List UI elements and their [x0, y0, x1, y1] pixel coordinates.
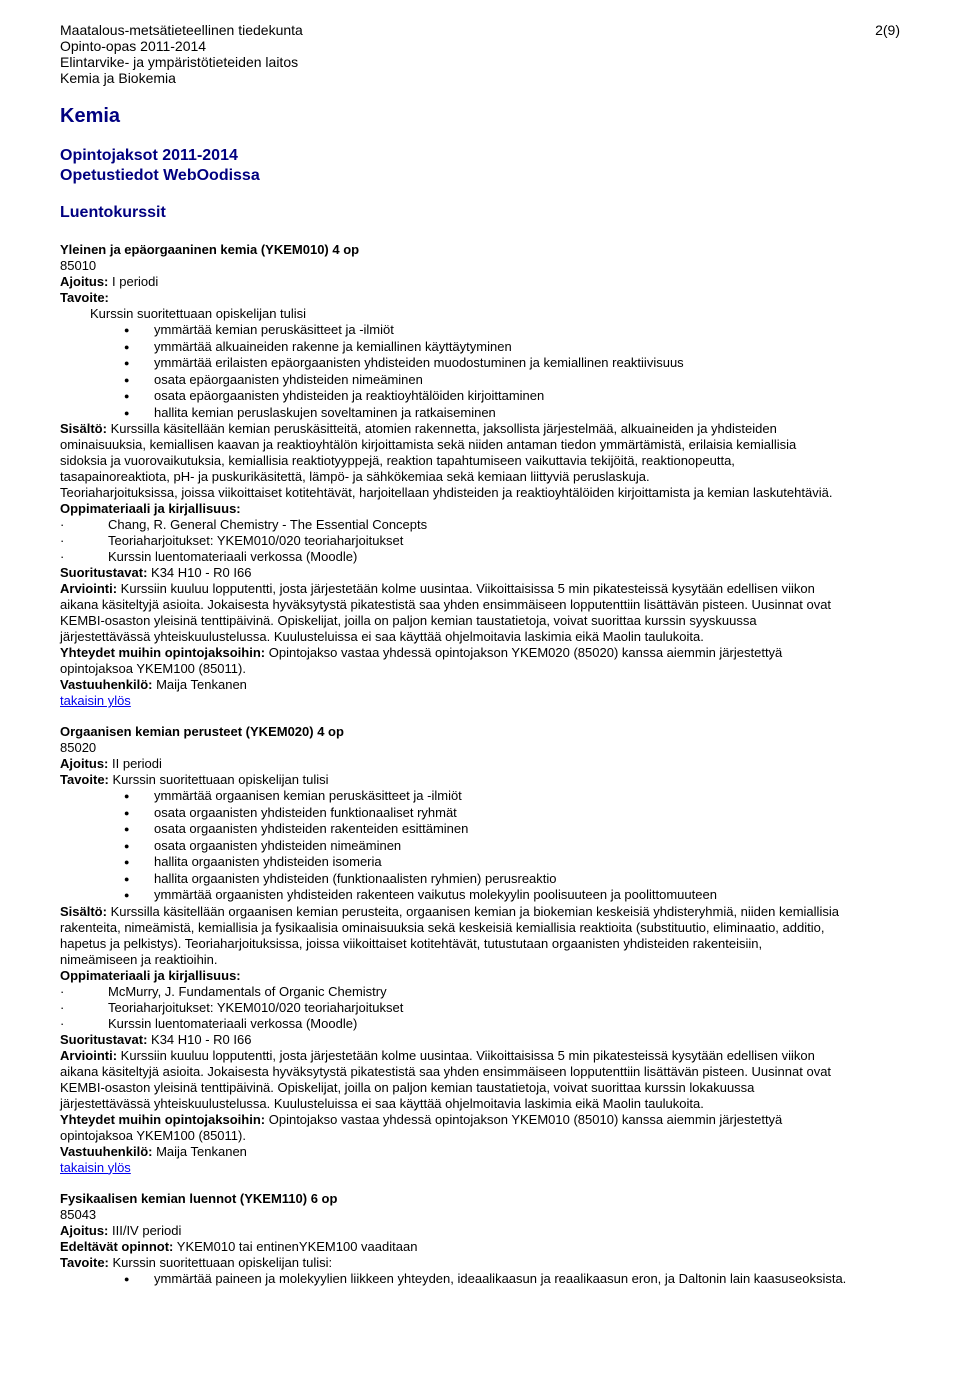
- course-assessment: Arviointi: Kurssiin kuuluu lopputentti, josta järjestetään kolme uusintaa. Viikoittaisissa 5 min pikatesteissä kysytään edellisen viikon: [60, 581, 815, 596]
- course-ykem010: [60, 242, 910, 709]
- list-item: ● ymmärtää orgaanisen kemian peruskäsitteet ja -ilmiöt: [124, 788, 910, 805]
- goal-list: [60, 322, 910, 421]
- course-goal: Tavoite: Kurssin suoritettuaan opiskelijan tulisi: [60, 772, 329, 787]
- course-relations-line: opintojaksoa YKEM100 (85011).: [60, 661, 246, 676]
- course-relations-line: opintojaksoa YKEM100 (85011).: [60, 1127, 246, 1143]
- course-code: 85010: [60, 258, 97, 273]
- list-item: ● osata orgaanisten yhdisteiden rakenteiden esittäminen: [124, 821, 910, 838]
- course-prerequisites: Edeltävät opinnot: YKEM010 tai entinenYKEM100 vaaditaan: [60, 1238, 418, 1254]
- list-item: ● osata epäorgaanisten yhdisteiden nimeäminen: [124, 372, 910, 389]
- list-item: ● osata orgaanisten yhdisteiden nimeäminen: [124, 838, 910, 855]
- material-item: · Teoriaharjoitukset: YKEM010/020 teoriaharjoitukset: [60, 533, 404, 548]
- page-number: 2(9): [875, 22, 900, 38]
- course-materials-label: Oppimateriaali ja kirjallisuus:: [60, 501, 241, 516]
- guide-name: Opinto-opas 2011-2014: [60, 38, 207, 54]
- course-assessment-line: järjestettävässä yhteiskuulustelussa. Kuulusteluissa ei saa käyttää ohjelmoitavia laskimia eikä Maolin taulukoita.: [60, 629, 704, 644]
- goal-list: [60, 788, 910, 904]
- course-code: 85043: [60, 1206, 97, 1222]
- back-to-top-link[interactable]: takaisin ylös: [60, 693, 131, 708]
- course-title: Yleinen ja epäorgaaninen kemia (YKEM010) 4 op: [60, 242, 360, 257]
- back-to-top-row: [60, 693, 910, 709]
- course-ykem020: [60, 724, 910, 1176]
- course-goal-label: Tavoite:: [60, 290, 109, 305]
- course-goal-intro: Kurssin suoritettuaan opiskelijan tulisi: [90, 306, 307, 321]
- material-item: · McMurry, J. Fundamentals of Organic Chemistry: [60, 983, 387, 999]
- list-item: ● ymmärtää alkuaineiden rakenne ja kemiallinen käyttäytyminen: [124, 339, 910, 356]
- course-code: 85020: [60, 740, 97, 755]
- course-assessment-line: aikana käsiteltyjä asioita. Jokaisesta hyväksytystä pikatestistä saa yhden ensimmäiseen lopputenttiin lisättävän pisteen. Uusinnat ovat: [60, 597, 832, 612]
- document-page: [60, 0, 910, 1287]
- list-item: ● ymmärtää orgaanisten yhdisteiden rakenteen vaikutus molekyylin poolisuuteen ja poolittomuuteen: [124, 887, 910, 904]
- course-timing: Ajoitus: II periodi: [60, 756, 162, 771]
- course-assessment: Arviointi: Kurssiin kuuluu lopputentti, josta järjestetään kolme uusintaa. Viikoittaisissa 5 min pikatesteissä kysytään edellisen viikon: [60, 1047, 815, 1063]
- material-item: · Teoriaharjoitukset: YKEM010/020 teoriaharjoitukset: [60, 999, 404, 1015]
- weboodi-heading: Opetustiedot WebOodissa: [60, 167, 260, 184]
- document-header: [60, 0, 910, 86]
- course-content: Sisältö: Kurssilla käsitellään kemian peruskäsitteitä, atomien rakennetta, jaksollista järjestelmää, alkuaineiden ja yhdisteiden: [60, 421, 777, 436]
- course-content-line: rakenteita, nimeämistä, kemiallisia ja fysikaalisia ominaisuuksia sekä keskeisiä kemiallisia reaktioita (substituutio, eliminaatio, additio,: [60, 919, 825, 935]
- faculty-name: Maatalous-metsätieteellinen tiedekunta: [60, 22, 303, 38]
- list-item: ● hallita orgaanisten yhdisteiden isomeria: [124, 854, 910, 871]
- department-name: Elintarvike- ja ympäristötieteiden laitos: [60, 54, 299, 70]
- back-to-top-link[interactable]: takaisin ylös: [60, 1159, 131, 1175]
- course-content-line: ominaisuuksia, kemiallisen kaavan ja reaktioyhtälön kirjoittamista sekä niiden antaman tiedon ymmärtämistä, erilaisia kemiallisia: [60, 437, 797, 452]
- section-heading: Luentokurssit: [60, 204, 166, 221]
- goal-list: [60, 1271, 910, 1288]
- list-item: ● hallita kemian peruslaskujen soveltaminen ja ratkaiseminen: [124, 405, 910, 422]
- course-assessment-line: KEMBI-osaston yleisinä tenttipäivinä. Opiskelijat, joilla on paljon kemian taustatietoja, voivat suorittaa kurssin lokakuussa: [60, 1079, 755, 1095]
- course-assessment-line: KEMBI-osaston yleisinä tenttipäivinä. Opiskelijat, joilla on paljon kemian taustatietoja, voivat suorittaa kurssin syyskuussa: [60, 613, 757, 628]
- course-goal: Tavoite: Kurssin suoritettuaan opiskelijan tulisi:: [60, 1254, 333, 1270]
- course-materials-label: Oppimateriaali ja kirjallisuus:: [60, 967, 241, 983]
- material-item: · Kurssin luentomateriaali verkossa (Moodle): [60, 1015, 358, 1031]
- course-content-line: Teoriaharjoituksissa, joissa viikoittaiset kotitehtävät, harjoitellaan yhdisteiden ja reaktioyhtälöiden kirjoittamista ja kemian laskutehtäviä.: [60, 485, 833, 500]
- list-item: ● osata orgaanisten yhdisteiden funktionaaliset ryhmät: [124, 805, 910, 822]
- course-completion: Suoritustavat: K34 H10 - R0 I66: [60, 1031, 252, 1047]
- course-responsible: Vastuuhenkilö: Maija Tenkanen: [60, 677, 247, 692]
- courses-heading: Opintojaksot 2011-2014: [60, 147, 238, 164]
- list-item: ● hallita orgaanisten yhdisteiden (funktionaalisten ryhmien) perusreaktio: [124, 871, 910, 888]
- back-to-top-row: [60, 1160, 910, 1176]
- course-content-line: nimeämiseen ja reaktioihin.: [60, 951, 218, 967]
- subject-name: Kemia ja Biokemia: [60, 70, 176, 86]
- list-item: ● ymmärtää paineen ja molekyylien liikkeen yhteyden, ideaalikaasun ja reaalikaasun eron, ja Daltonin lain kaasuseoksista.: [124, 1271, 910, 1288]
- course-completion: Suoritustavat: K34 H10 - R0 I66: [60, 565, 252, 580]
- course-relations: Yhteydet muihin opintojaksoihin: Opintojakso vastaa yhdessä opintojakson YKEM020 (85020) kanssa aiemmin järjestettyä: [60, 645, 783, 660]
- course-content-line: sidoksia ja vuorovaikutuksia, kemiallisia reaktiotyyppejä, reaktion tapahtumiseen vaikuttavia tekijöitä, reaktionopeutta,: [60, 453, 735, 468]
- course-assessment-line: aikana käsiteltyjä asioita. Jokaisesta hyväksytystä pikatestistä saa yhden ensimmäiseen lopputenttiin lisättävän pisteen. Uusinnat ovat: [60, 1063, 832, 1079]
- course-ykem110: [60, 1191, 910, 1288]
- course-title: Fysikaalisen kemian luennot (YKEM110) 6 op: [60, 1190, 338, 1206]
- course-content-line: hapetus ja pelkistys). Teoriaharjoituksissa, joissa viikoittaiset kotitehtävät, tutustutaan orgaanisten yhdisteiden rakenteisiin,: [60, 935, 763, 951]
- course-relations: Yhteydet muihin opintojaksoihin: Opintojakso vastaa yhdessä opintojakson YKEM010 (85010) kanssa aiemmin järjestettyä: [60, 1111, 783, 1127]
- course-assessment-line: järjestettävässä yhteiskuulustelussa. Kuulusteluissa ei saa käyttää ohjelmoitavia laskimia eikä Maolin taulukoita.: [60, 1095, 704, 1111]
- material-item: · Chang, R. General Chemistry - The Essential Concepts: [60, 517, 428, 532]
- list-item: ● osata epäorgaanisten yhdisteiden ja reaktioyhtälöiden kirjoittaminen: [124, 388, 910, 405]
- page-title: Kemia: [60, 105, 121, 127]
- list-item: ● ymmärtää erilaisten epäorgaanisten yhdisteiden muodostuminen ja kemiallinen reaktiivisuus: [124, 355, 910, 372]
- course-timing: Ajoitus: I periodi: [60, 274, 159, 289]
- list-item: ● ymmärtää kemian peruskäsitteet ja -ilmiöt: [124, 322, 910, 339]
- course-timing: Ajoitus: III/IV periodi: [60, 1222, 182, 1238]
- course-content: Sisältö: Kurssilla käsitellään orgaanisen kemian perusteita, orgaanisen kemian ja biokemian keskeisiä yhdisteryhmiä, niiden kemiallisia: [60, 903, 839, 919]
- course-responsible: Vastuuhenkilö: Maija Tenkanen: [60, 1143, 247, 1159]
- material-item: · Kurssin luentomateriaali verkossa (Moodle): [60, 549, 358, 564]
- course-title: Orgaanisen kemian perusteet (YKEM020) 4 op: [60, 724, 344, 739]
- course-content-line: tasapainoreaktiota, pH- ja puskurikäsitettä, lämpö- ja sähkökemiaa sekä kemiaan liittyviä peruslaskuja.: [60, 469, 650, 484]
